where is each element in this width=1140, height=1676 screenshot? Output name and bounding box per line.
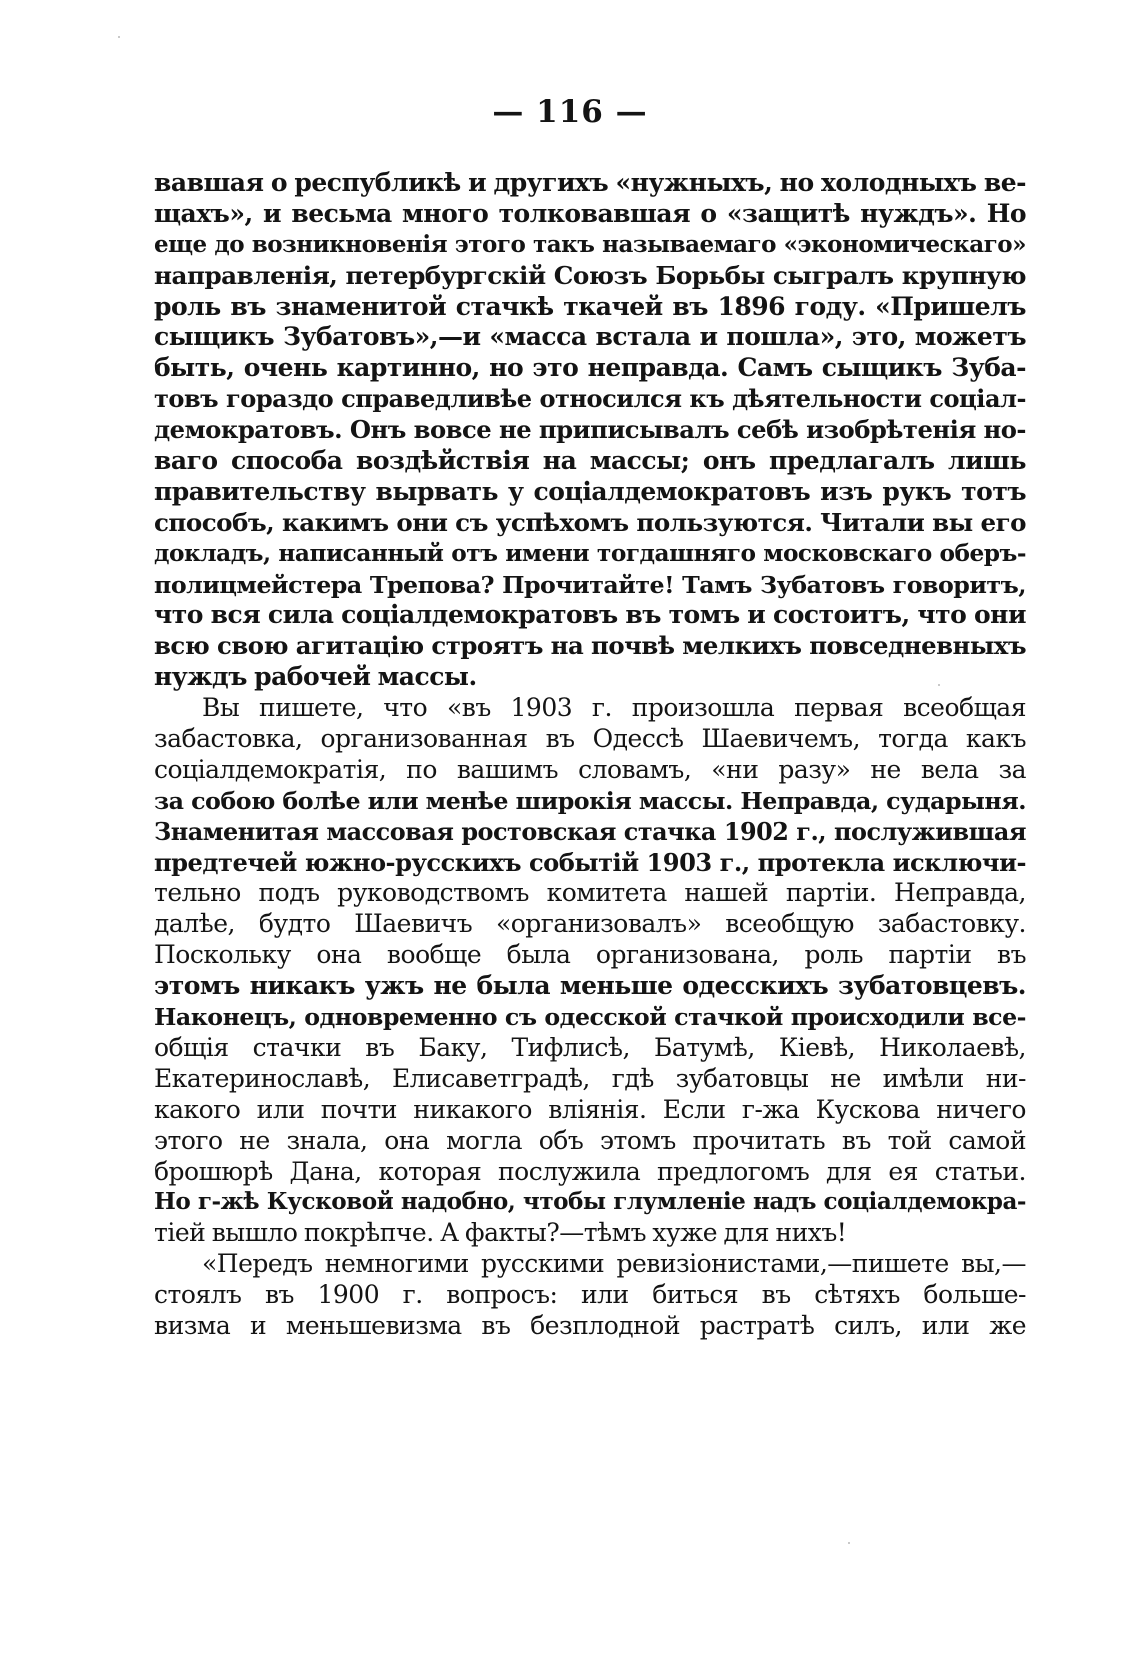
- text-line: тіей вышло покрѣпче. А факты?—тѣмъ хуже для нихъ!: [154, 1218, 847, 1248]
- text-line: соціалдемократія, по вашимъ словамъ, «ни разу» не вела за: [154, 754, 1026, 784]
- text-line: за собою болѣе или менѣе широкія массы. Неправда, сударыня.: [154, 786, 1026, 815]
- text-line: «Передъ немногими русскими ревизіонистами,—пишете вы,—: [202, 1249, 1026, 1279]
- text-line: Вы пишете, что «въ 1903 г. произошла первая всеобщая: [202, 693, 1026, 723]
- text-line: быть, очень картинно, но это неправда. Самъ сыщикъ Зуба-: [154, 353, 1026, 383]
- text-line: брошюрѣ Дана, которая послужила предлогомъ для ея статьи.: [154, 1156, 1026, 1186]
- text-line: забастовка, организованная въ Одессѣ Шаевичемъ, тогда какъ: [154, 724, 1026, 754]
- text-line: правительству вырвать у соціалдемократовъ изъ рукъ тотъ: [154, 476, 1026, 506]
- text-line: Но г-жѣ Кусковой надобно, чтобы глумленіе надъ соціалдемокра-: [154, 1188, 1026, 1216]
- text-line: что вся сила соціалдемократовъ въ томъ и состоитъ, что они: [154, 600, 1026, 630]
- text-line: стоялъ въ 1900 г. вопросъ: или биться въ сѣтяхъ больше-: [154, 1280, 1026, 1310]
- text-line: какого или почти никакого вліянія. Если г-жа Кускова ничего: [154, 1094, 1026, 1124]
- text-line: Знаменитая массовая ростовская стачка 1902 г., послужившая: [154, 817, 1026, 846]
- text-line: товъ гораздо справедливѣе относился къ дѣятельности соціал-: [154, 384, 1026, 414]
- body-text: [154, 168, 1026, 1342]
- text-line: полицмейстера Трепова? Прочитайте! Тамъ Зубатовъ говоритъ,: [154, 570, 1026, 599]
- page-number: — 116 —: [492, 94, 648, 130]
- paper-speck: [118, 36, 120, 38]
- text-line: докладъ, написанный отъ имени тогдашняго московскаго оберъ-: [154, 539, 1026, 567]
- text-line: этого не знала, она могла объ этомъ прочитать въ той самой: [154, 1125, 1026, 1155]
- text-line: предтечей южно-русскихъ событій 1903 г., протекла исключи-: [154, 847, 1026, 877]
- text-line: Поскольку она вообще была организована, роль партіи въ: [154, 940, 1026, 970]
- text-line: вавшая о республикѣ и другихъ «нужныхъ, но холодныхъ ве-: [154, 168, 1026, 197]
- text-line: Екатеринославѣ, Елисаветградѣ, гдѣ зубатовцы не имѣли ни-: [154, 1063, 1026, 1093]
- text-line: всю свою агитацію строятъ на почвѣ мелкихъ повседневныхъ: [154, 631, 1026, 661]
- text-line: еще до возникновенія этого такъ называемаго «экономическаго»: [154, 230, 1026, 258]
- text-line: сыщикъ Зубатовъ»,—и «масса встала и пошла», это, можетъ: [154, 322, 1026, 352]
- paper-speck: [938, 684, 940, 686]
- text-line: тельно подъ руководствомъ комитета нашей партіи. Неправда,: [154, 878, 1026, 908]
- text-line: демократовъ. Онъ вовсе не приписывалъ себѣ изобрѣтенія но-: [154, 415, 1026, 445]
- paper-speck: [848, 1542, 850, 1544]
- text-line: роль въ знаменитой стачкѣ ткачей въ 1896 году. «Пришелъ: [154, 291, 1026, 321]
- text-line: способъ, какимъ они съ успѣхомъ пользуются. Читали вы его: [154, 507, 1026, 537]
- text-line: Наконецъ, одновременно съ одесской стачкой происходили все-: [154, 1003, 1026, 1032]
- text-line: далѣе, будто Шаевичъ «организовалъ» всеобщую забастовку.: [154, 909, 1026, 939]
- text-line: общія стачки въ Баку, Тифлисѣ, Батумѣ, Кіевѣ, Николаевѣ,: [154, 1032, 1026, 1062]
- text-line: щахъ», и весьма много толковавшая о «защитѣ нуждъ». Но: [154, 198, 1026, 228]
- text-line: нуждъ рабочей массы.: [154, 662, 477, 692]
- text-line: визма и меньшевизма въ безплодной растратѣ силъ, или же: [154, 1310, 1026, 1340]
- text-line: ваго способа воздѣйствія на массы; онъ предлагалъ лишь: [154, 446, 1026, 476]
- text-line: этомъ никакъ ужъ не была меньше одесскихъ зубатовцевъ.: [154, 971, 1026, 1001]
- text-line: направленія, петербургскій Союзъ Борьбы сыгралъ крупную: [154, 260, 1026, 290]
